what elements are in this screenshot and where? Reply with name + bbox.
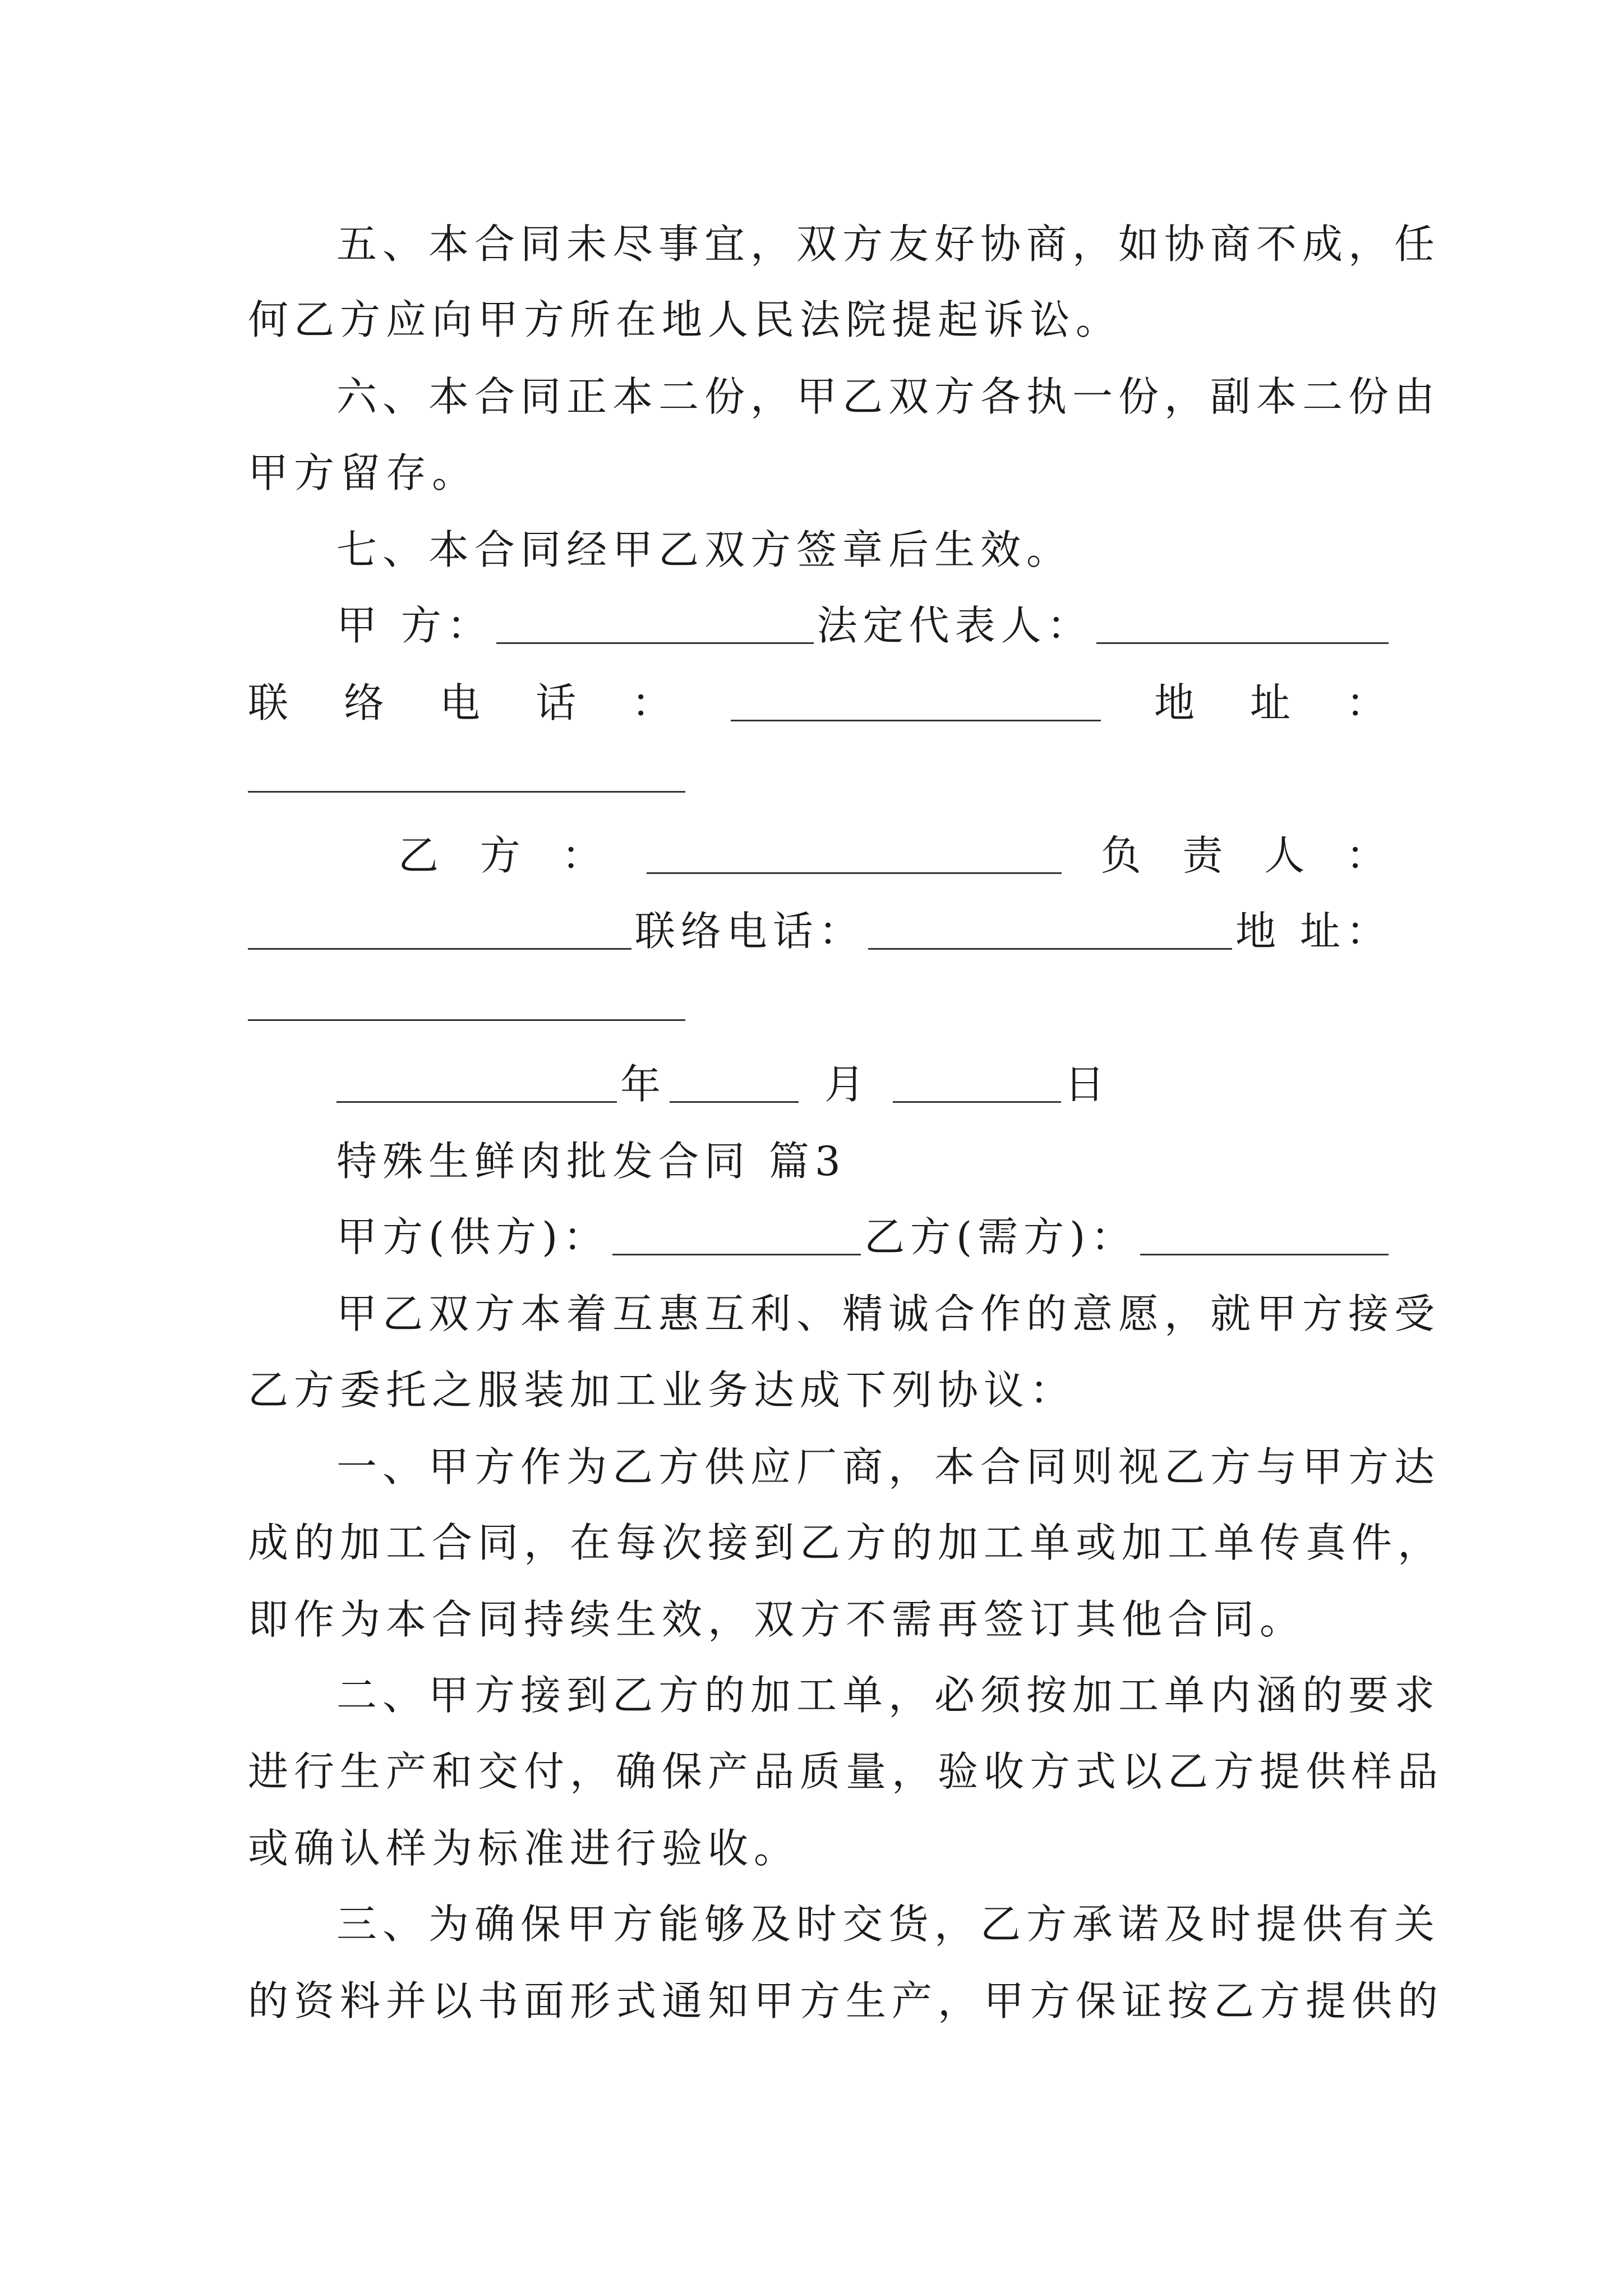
date-month-label: 月: [824, 1061, 871, 1108]
day-blank: [893, 1066, 1061, 1103]
address-b-blank: [248, 984, 685, 1021]
month-blank: [670, 1066, 799, 1103]
c3-clause-1-line-3: 即作为本合同持续生效，双方不需再签订其他合同。: [248, 1596, 1306, 1643]
legal-rep-label: 法定代表人：: [817, 602, 1093, 649]
person-in-charge-label-1: 负: [1100, 832, 1147, 879]
c3-clause-1-line-1: 一、甲方作为乙方供应厂商，本合同则视乙方与甲方达: [336, 1443, 1441, 1490]
party-b-label-1: 乙: [398, 832, 445, 879]
clause-6-line-2: 甲方留存。: [248, 449, 478, 496]
c3-clause-2-line-2: 进行生产和交付，确保产品质量，验收方式以乙方提供样品: [248, 1748, 1444, 1795]
year-blank: [336, 1066, 617, 1103]
address-label-a-3: ：: [1345, 679, 1392, 726]
buyer-blank: [1140, 1219, 1389, 1255]
clause-5-line-2: 何乙方应向甲方所在地人民法院提起诉讼。: [248, 296, 1122, 343]
person-in-charge-blank: [248, 913, 631, 950]
address-b-blank-row: [248, 972, 1392, 1033]
c3-clause-2-line-3: 或确认样为标准进行验收。: [248, 1825, 800, 1872]
person-in-charge-label-4: ：: [1345, 832, 1392, 879]
party-a-contact-row: [248, 672, 1392, 734]
contract-heading: 特殊生鲜肉批发合同 篇3: [336, 1138, 846, 1185]
party-b-row: [398, 825, 1392, 886]
phone-a-blank: [731, 685, 1101, 721]
date-year-label: 年: [620, 1061, 667, 1108]
intro-line-2: 乙方委托之服装加工业务达成下列协议：: [248, 1366, 1076, 1414]
party-b-blank: [647, 838, 1062, 874]
party-b-contact-row: [248, 900, 1392, 962]
party-a-supplier-label: 甲方(供方)：: [336, 1213, 610, 1260]
c3-clause-2-line-1: 二、甲方接到乙方的加工单，必须按加工单内涵的要求: [336, 1672, 1441, 1719]
phone-b-blank: [868, 913, 1232, 950]
phone-label-a-3: 电: [440, 679, 486, 726]
date-row: [336, 1053, 1392, 1115]
clause-6-line-1: 六、本合同正本二份，甲乙双方各执一份，副本二份由: [336, 373, 1441, 420]
person-in-charge-label-3: 人: [1264, 832, 1311, 879]
clause-5-line-1: 五、本合同未尽事宜，双方友好协商，如协商不成，任: [336, 220, 1441, 268]
phone-label-a-1: 联: [248, 679, 294, 726]
supplier-blank: [612, 1219, 861, 1255]
person-in-charge-label-2: 责: [1182, 832, 1229, 879]
c3-clause-3-line-2: 的资料并以书面形式通知甲方生产，甲方保证按乙方提供的: [248, 1977, 1444, 2024]
clause-7: 七、本合同经甲乙双方签章后生效。: [336, 526, 1073, 573]
party-a-row: [336, 595, 1392, 656]
party-a-label: 甲 方：: [336, 602, 493, 649]
c3-clause-1-line-2: 成的加工合同，在每次接到乙方的加工单或加工单传真件，: [248, 1519, 1444, 1566]
address-label-a-1: 地: [1154, 679, 1200, 726]
legal-rep-blank: [1096, 608, 1389, 644]
contract-parties-row: [336, 1206, 1392, 1268]
date-day-label: 日: [1064, 1061, 1111, 1108]
phone-label-b: 联络电话：: [634, 908, 865, 955]
phone-label-a-5: ：: [631, 679, 678, 726]
intro-line-1: 甲乙双方本着互惠互利、精诚合作的意愿，就甲方接受: [336, 1290, 1441, 1337]
address-a-blank-row: [248, 743, 1392, 805]
party-b-label-2: 方: [479, 832, 526, 879]
party-b-label-3: ：: [561, 832, 608, 879]
address-a-blank: [248, 756, 685, 793]
party-b-buyer-label: 乙方(需方)：: [864, 1213, 1137, 1260]
phone-label-a-2: 络: [344, 679, 390, 726]
c3-clause-3-line-1: 三、为确保甲方能够及时交货，乙方承诺及时提供有关: [336, 1901, 1441, 1948]
party-a-blank: [496, 608, 814, 644]
address-label-a-2: 址: [1249, 679, 1296, 726]
phone-label-a-4: 话: [536, 679, 582, 726]
address-label-b: 地 址：: [1235, 908, 1392, 955]
